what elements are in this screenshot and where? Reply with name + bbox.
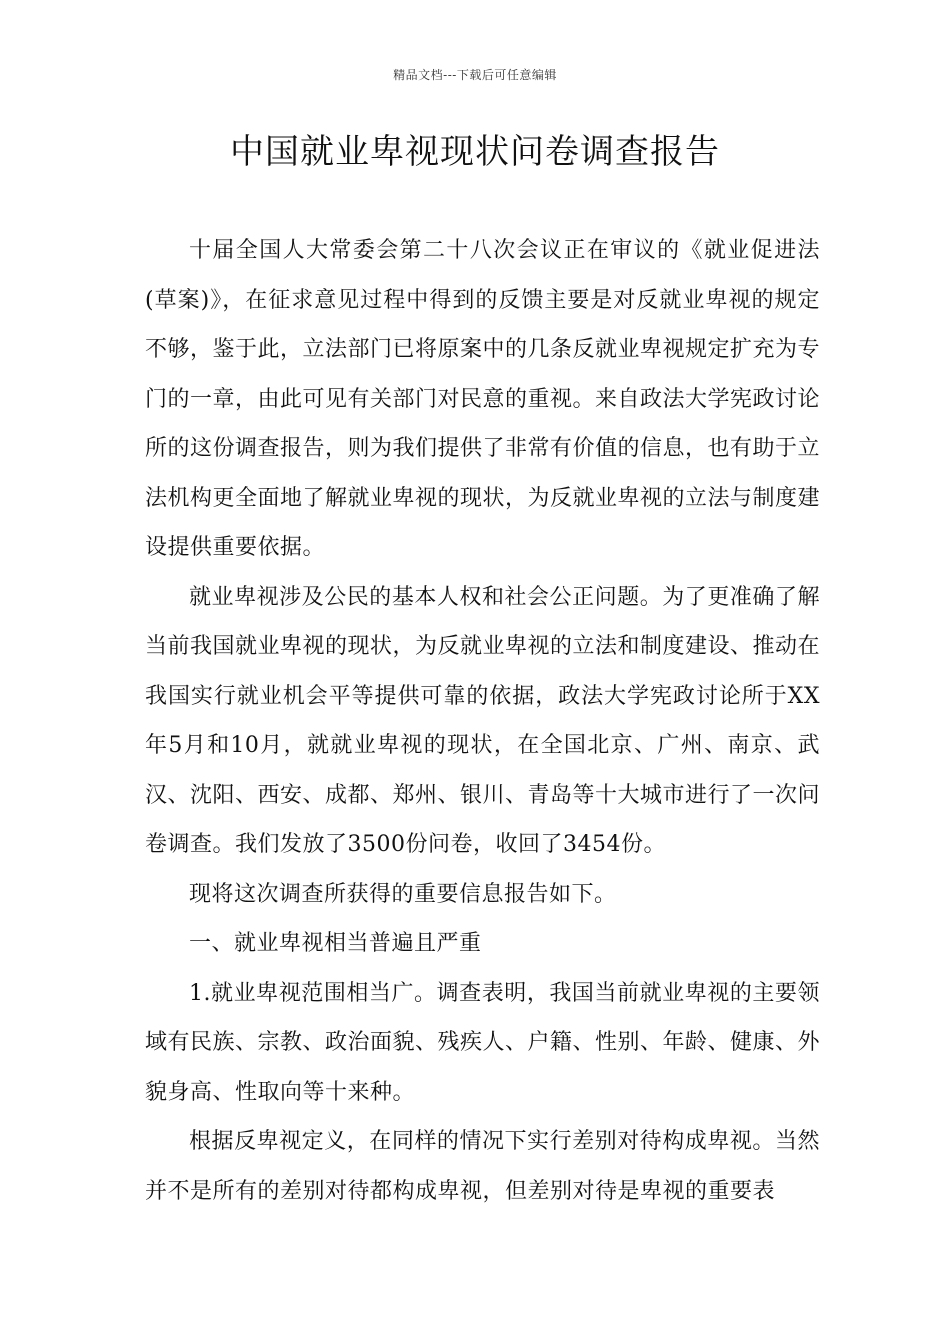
header-note: 精品文档---下载后可任意编辑 (393, 68, 557, 82)
paragraph-3: 现将这次调查所获得的重要信息报告如下。 (189, 881, 617, 907)
paragraph-4: 1.就业卑视范围相当广。调查表明，我国当前就业卑视的主要领域有民族、宗教、政治面貌、残疾人、户籍、性别、年龄、健康、外貌身高、性取向等十来种。 (145, 980, 821, 1105)
paragraph-5: 根据反卑视定义，在同样的情况下实行差别对待构成卑视。当然并不是所有的差别对待都构成卑视，但差别对待是卑视的重要表 (145, 1129, 820, 1204)
paragraph-2: 就业卑视涉及公民的基本人权和社会公正问题。为了更准确了解当前我国就业卑视的现状，为反就业卑视的立法和制度建设、推动在我国实行就业机会平等提供可靠的依据，政法大学宪政讨论所于XX年5月和10月，就就业卑视的现状，在全国北京、广州、南京、武汉、沈阳、西安、成都、郑州、银川、青岛等十大城市进行了一次问卷调查。我们发放了3500份问卷，收回了3454份。 (145, 584, 821, 857)
paragraph-1: 十届全国人大常委会第二十八次会议正在审议的《就业促进法(草案)》，在征求意见过程中得到的反馈主要是对反就业卑视的规定不够，鉴于此，立法部门已将原案中的几条反就业卑视规定扩充为专门的一章，由此可见有关部门对民意的重视。来自政法大学宪政讨论所的这份调查报告，则为我们提供了非常有价值的信息，也有助于立法机构更全面地了解就业卑视的现状，为反就业卑视的立法与制度建设提供重要依据。 (145, 238, 821, 560)
document-body (145, 226, 820, 1216)
page-title: 中国就业卑视现状问卷调查报告 (230, 132, 720, 172)
section-heading-1: 一、就业卑视相当普遍且严重 (189, 931, 482, 956)
